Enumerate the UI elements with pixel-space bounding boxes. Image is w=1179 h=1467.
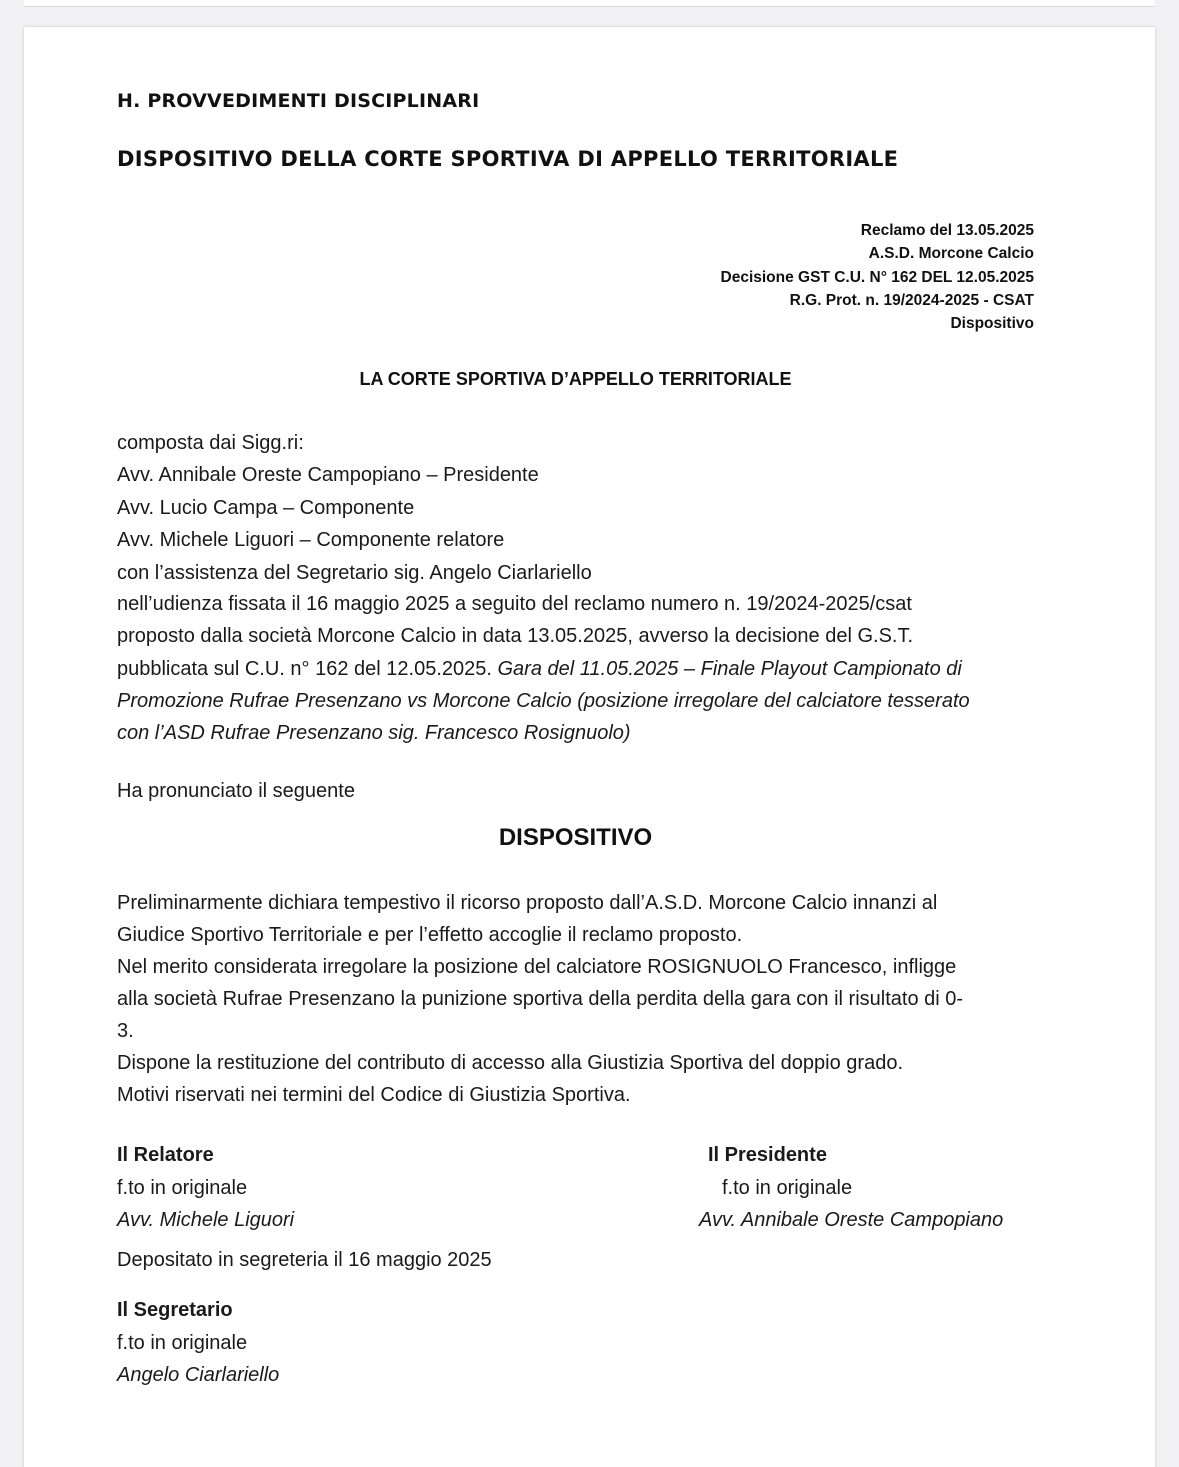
hearing-line: proposto dalla società Morcone Calcio in data 13.05.2025, avverso la decisione del G.S.T.	[117, 625, 914, 648]
members-line: con l’assistenza del Segretario sig. Angelo Ciarlariello	[117, 561, 592, 584]
hearing-italic-text: Promozione Rufrae Presenzano vs Morcone Calcio (posizione irregolare del calciatore tesserato	[117, 689, 970, 712]
hearing-italic-text: Gara del 11.05.2025 – Finale Playout Campionato di	[497, 657, 962, 680]
members-line: Avv. Annibale Oreste Campopiano – Presidente	[117, 464, 539, 487]
signature-presidente	[699, 1139, 1003, 1237]
dispositivo-heading: DISPOSITIVO	[498, 824, 653, 851]
decision-line: Dispone la restituzione del contributo di accesso alla Giustizia Sportiva del doppio grado.	[117, 1052, 904, 1074]
signature-name: Avv. Michele Liguori	[117, 1209, 295, 1231]
document-title: DISPOSITIVO DELLA CORTE SPORTIVA DI APPELLO TERRITORIALE	[117, 147, 899, 171]
members-line: composta dai Sigg.ri:	[117, 432, 304, 454]
hearing-line	[117, 717, 1033, 749]
reference-line: R.G. Prot. n. 19/2024-2025 - CSAT	[789, 291, 1034, 309]
reference-line: A.S.D. Morcone Calcio	[868, 245, 1034, 263]
court-members	[117, 427, 592, 589]
signature-role: Il Segretario	[117, 1299, 233, 1321]
reference-line: Dispositivo	[950, 315, 1034, 333]
signature-segretario	[117, 1294, 279, 1392]
reference-block	[721, 219, 1034, 335]
decision-paragraph	[117, 887, 1033, 1111]
hearing-line	[117, 653, 1033, 685]
decision-line: Preliminarmente dichiara tempestivo il ricorso proposto dall’A.S.D. Morcone Calcio innanzi al	[117, 892, 938, 914]
document-page	[24, 27, 1155, 1467]
hearing-line: nell’udienza fissata il 16 maggio 2025 a seguito del reclamo numero n. 19/2024-2025/csat	[117, 593, 912, 615]
signature-note: f.to in originale	[722, 1176, 853, 1199]
decision-line: Nel merito considerata irregolare la posizione del calciatore ROSIGNUOLO Francesco, infligge	[117, 956, 957, 978]
decision-line: 3.	[117, 1020, 134, 1042]
members-line: Avv. Lucio Campa – Componente	[117, 496, 415, 519]
decision-line: alla società Rufrae Presenzano la punizione sportiva della perdita della gara con il risultato di 0-	[117, 988, 964, 1010]
signature-name: Avv. Annibale Oreste Campopiano	[699, 1209, 1004, 1231]
hearing-text: pubblicata sul C.U. n° 162 del 12.05.2025.	[117, 657, 492, 680]
section-heading: H. PROVVEDIMENTI DISCIPLINARI	[117, 90, 480, 112]
hearing-paragraph	[117, 588, 1033, 749]
signature-name: Angelo Ciarlariello	[117, 1364, 280, 1386]
deposited-text: Depositato in segreteria il 16 maggio 2025	[117, 1249, 492, 1271]
signature-role: Il Relatore	[117, 1144, 214, 1166]
reference-line: Decisione GST C.U. N° 162 DEL 12.05.2025	[720, 268, 1034, 286]
court-title: LA CORTE SPORTIVA D’APPELLO TERRITORIALE	[359, 369, 792, 389]
hearing-italic-text: con l’ASD Rufrae Presenzano sig. Francesco Rosignuolo)	[117, 722, 631, 745]
previous-page-edge	[24, 0, 1155, 7]
members-line: Avv. Michele Liguori – Componente relatore	[117, 529, 505, 552]
decision-line: Motivi riservati nei termini del Codice di Giustizia Sportiva.	[117, 1084, 631, 1106]
reference-line: Reclamo del 13.05.2025	[860, 222, 1034, 239]
hearing-line	[117, 685, 1033, 717]
signature-note: f.to in originale	[117, 1176, 248, 1199]
signature-relatore	[117, 1139, 294, 1237]
decision-line: Giudice Sportivo Territoriale e per l’effetto accoglie il reclamo proposto.	[117, 924, 743, 946]
signature-note: f.to in originale	[117, 1331, 248, 1354]
signature-role: Il Presidente	[708, 1144, 827, 1166]
pronounced-text: Ha pronunciato il seguente	[117, 780, 355, 802]
